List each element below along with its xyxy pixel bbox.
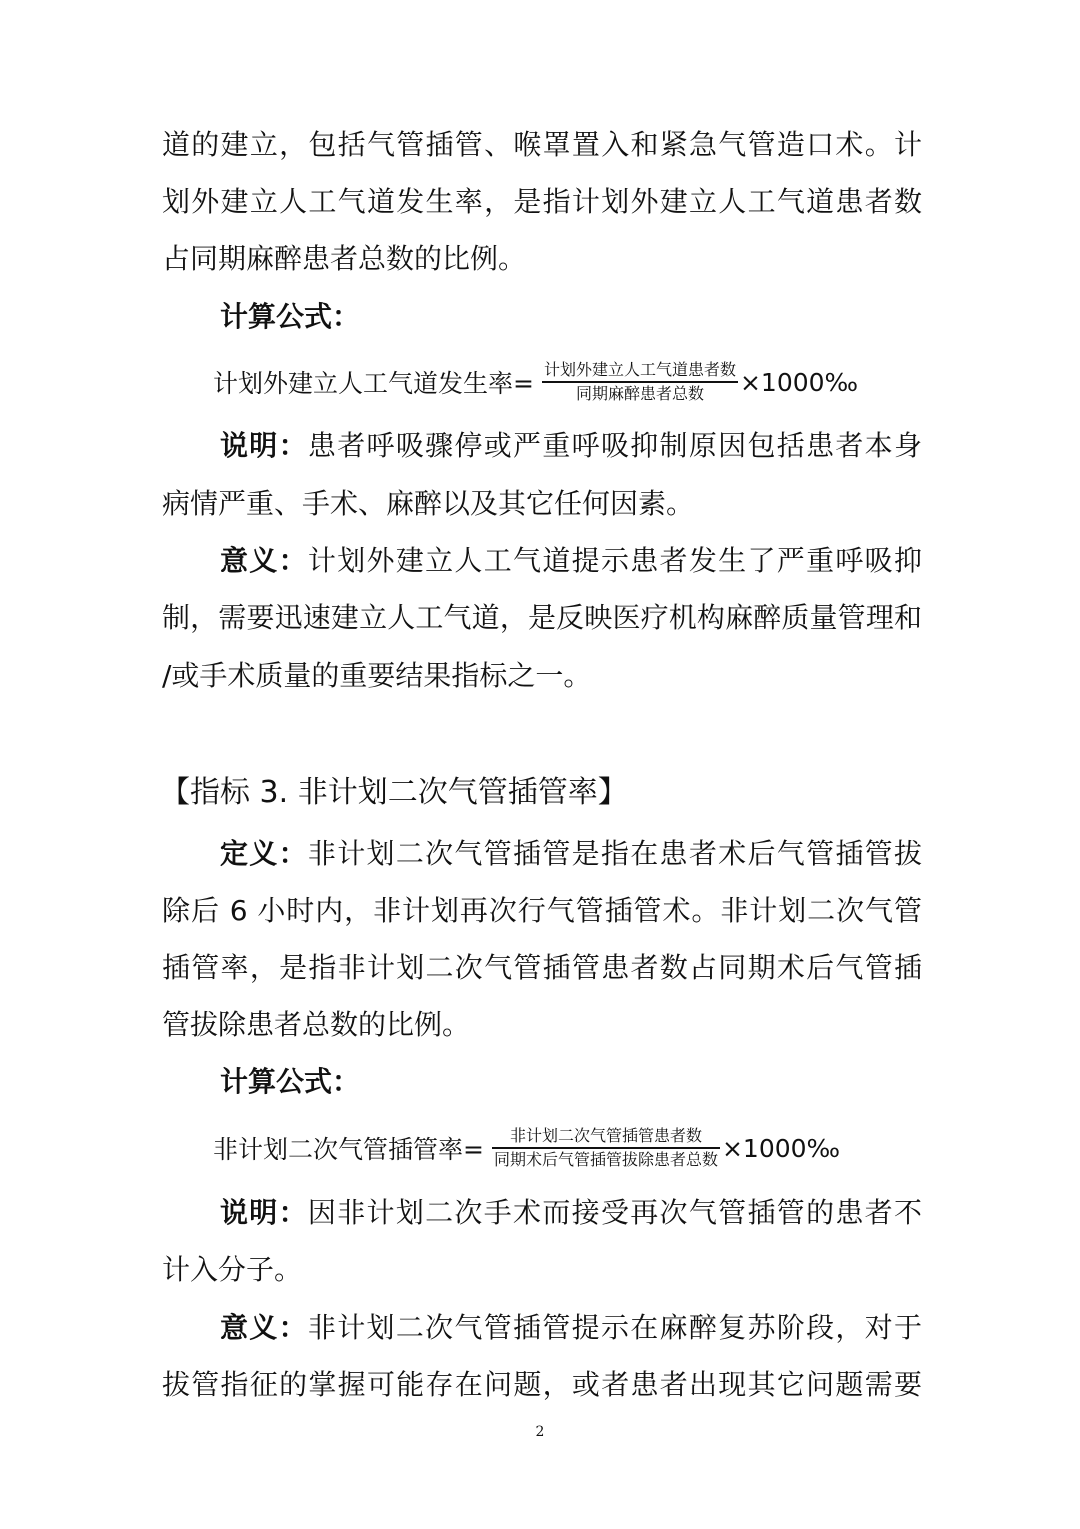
formula-fraction [492, 1125, 720, 1171]
meaning-text: 非计划二次气管插管提示在麻醉复苏阶段，对于 [307, 1311, 922, 1344]
note-label: 说明： [220, 1196, 308, 1229]
formula-numerator: 计划外建立人工气道患者数 [543, 360, 736, 380]
note-line [220, 1193, 922, 1233]
formula-numerator: 非计划二次气管插管患者数 [509, 1126, 702, 1146]
formula-label [220, 1062, 920, 1102]
formula-lhs: 非计划二次气管插管率= [213, 1135, 484, 1164]
formula-denominator: 同期术后气管插管拔除患者总数 [493, 1149, 718, 1169]
formula-incidence-rate [213, 352, 858, 412]
note-line: 病情严重、手术、麻醉以及其它任何因素。 [162, 487, 695, 520]
formula-reintubation-rate [213, 1118, 840, 1178]
formula-fraction [542, 359, 738, 405]
formula-label-text: 计算公式： [220, 1065, 361, 1098]
meaning-line [220, 541, 922, 581]
meaning-text: 计划外建立人工气道提示患者发生了严重呼吸抑 [307, 544, 922, 577]
section-heading: 【指标 3. 非计划二次气管插管率】 [160, 775, 628, 810]
definition-text: 非计划二次气管插管是指在患者术后气管插管拔 [307, 837, 922, 870]
formula-label [220, 297, 920, 337]
paragraph-line: 道的建立，包括气管插管、喉罩置入和紧急气管造口术。计 [162, 128, 922, 161]
formula-multiplier: ×1000‰ [721, 1133, 841, 1163]
meaning-label: 意义： [220, 544, 308, 577]
note-text: 因非计划二次手术而接受再次气管插管的患者不 [307, 1196, 922, 1229]
definition-line: 插管率，是指非计划二次气管插管患者数占同期术后气管插 [162, 951, 922, 984]
page-number: 2 [535, 1424, 545, 1440]
definition-line [220, 834, 922, 874]
definition-line: 除后 6 小时内，非计划再次行气管插管术。非计划二次气管 [162, 894, 922, 927]
formula-label-text: 计算公式： [220, 300, 361, 333]
formula-denominator: 同期麻醉患者总数 [575, 383, 704, 403]
meaning-line: /或手术质量的重要结果指标之一。 [162, 659, 592, 692]
formula-lhs: 计划外建立人工气道发生率= [213, 369, 534, 398]
meaning-label: 意义： [220, 1311, 308, 1344]
definition-line: 管拔除患者总数的比例。 [162, 1008, 471, 1041]
definition-label: 定义： [220, 837, 308, 870]
note-text: 患者呼吸骤停或严重呼吸抑制原因包括患者本身 [307, 429, 922, 462]
meaning-line: 拔管指征的掌握可能存在问题，或者患者出现其它问题需要 [162, 1368, 922, 1401]
paragraph-line: 占同期麻醉患者总数的比例。 [162, 242, 527, 275]
note-line [220, 426, 922, 466]
paragraph-line: 划外建立人工气道发生率，是指计划外建立人工气道患者数 [162, 185, 922, 218]
meaning-line: 制，需要迅速建立人工气道，是反映医疗机构麻醉质量管理和 [162, 601, 922, 634]
note-line: 计入分子。 [162, 1253, 303, 1286]
note-label: 说明： [220, 429, 308, 462]
formula-multiplier: ×1000‰ [739, 367, 859, 397]
meaning-line [220, 1308, 922, 1348]
